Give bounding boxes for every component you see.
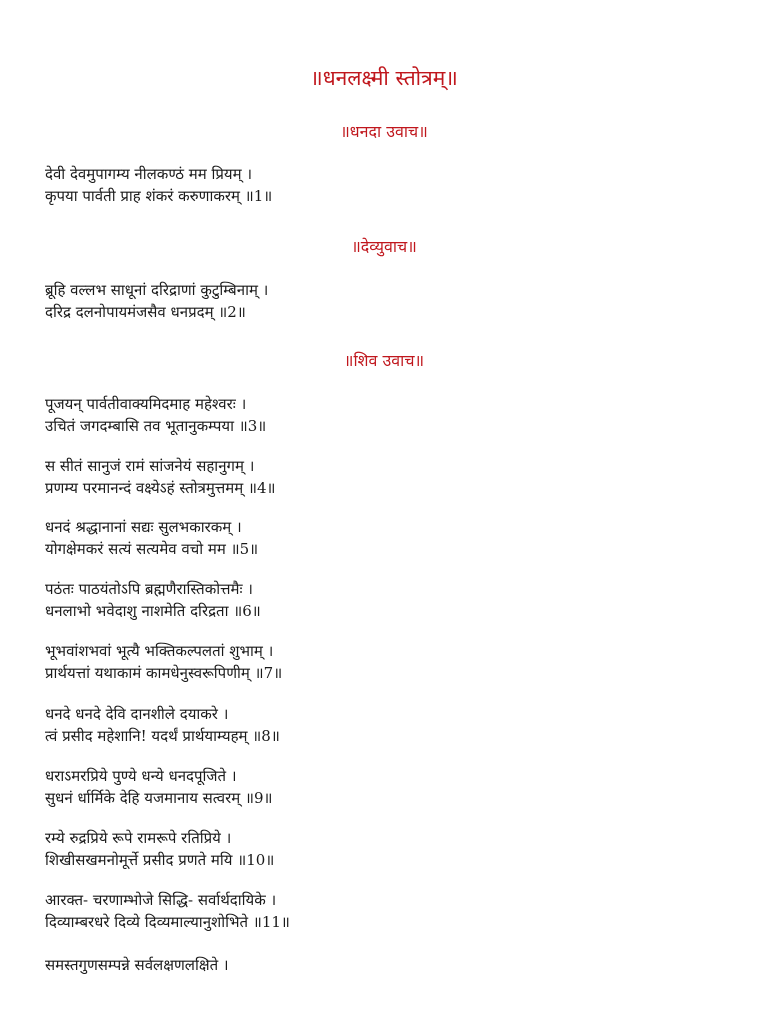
verse-line: शिखीसखमनोमूर्त्ते प्रसीद प्रणते मयि ॥10॥ (45, 851, 275, 869)
verse-line: सुधनं र्धार्मिके देहि यजमानाय सत्वरम् ॥9॥ (45, 789, 273, 807)
verse-line: भूभवांशभवां भूत्यै भक्तिकल्पलतां शुभाम् । (45, 642, 274, 660)
verse-line: धराऽमरप्रिये पुण्ये धन्ये धनदपूजिते । (45, 767, 237, 785)
section-heading-devi: ॥देव्युवाच॥ (351, 237, 417, 256)
section-heading-shiva: ॥शिव उवाच॥ (343, 351, 425, 370)
verse-5 (45, 516, 745, 560)
verse-line: पूजयन् पार्वतीवाक्यमिदमाह महेश्वरः । (45, 395, 247, 413)
verse-line: धनदे धनदे देवि दानशीले दयाकरे । (45, 705, 229, 723)
verse-12-partial (45, 954, 745, 976)
verse-11 (45, 889, 745, 933)
verse-line: पठंतः पाठयंतोऽपि ब्रह्मणैरास्तिकोत्तमैः । (45, 580, 253, 598)
verse-line: देवी देवमुपागम्य नीलकण्ठं मम प्रियम् । (45, 165, 253, 183)
verse-line: धनदं श्रद्धानानां सद्यः सुलभकारकम् । (45, 518, 242, 536)
page-title: ॥धनलक्ष्मी स्तोत्रम्॥ (310, 66, 458, 90)
verse-3 (45, 393, 745, 437)
verse-line: दरिद्र दलनोपायमंजसैव धनप्रदम् ॥2॥ (45, 303, 246, 321)
verse-line: ब्रूहि वल्लभ साधूनां दरिद्राणां कुटुम्बिनाम् । (45, 281, 269, 299)
verse-line: कृपया पार्वती प्राह शंकरं करुणाकरम् ॥1॥ (45, 187, 273, 205)
verse-2 (45, 279, 745, 323)
verse-7 (45, 640, 745, 684)
verse-line: धनलाभो भवेदाशु नाशमेति दरिद्रता ॥6॥ (45, 602, 261, 620)
verse-8 (45, 703, 745, 747)
verse-line: रम्ये रुद्रप्रिये रूपे रामरूपे रतिप्रिये । (45, 829, 232, 847)
verse-line: प्रणम्य परमानन्दं वक्ष्येऽहं स्तोत्रमुत्तमम् ॥4॥ (45, 479, 276, 497)
verse-line: उचितं जगदम्बासि तव भूतानुकम्पया ॥3॥ (45, 417, 267, 435)
verse-line: आरक्त- चरणाम्भोजे सिद्धि- सर्वार्थदायिके । (45, 891, 277, 909)
verse-line: प्रार्थयत्तां यथाकामं कामधेनुस्वरूपिणीम् ॥7॥ (45, 664, 283, 682)
verse-6 (45, 578, 745, 622)
verse-9 (45, 765, 745, 809)
verse-line: दिव्याम्बरधरे दिव्ये दिव्यमाल्यानुशोभिते ॥11॥ (45, 913, 290, 931)
verse-1 (45, 163, 745, 207)
verse-4 (45, 455, 745, 499)
verse-line: योगक्षेमकरं सत्यं सत्यमेव वचो मम ॥5॥ (45, 540, 259, 558)
verse-line: स सीतं सानुजं रामं सांजनेयं सहानुगम् । (45, 457, 255, 475)
section-heading-dhanada: ॥धनदा उवाच॥ (340, 122, 428, 141)
verse-10 (45, 827, 745, 871)
verse-line: समस्तगुणसम्पन्ने सर्वलक्षणलक्षिते । (45, 956, 229, 974)
verse-line: त्वं प्रसीद महेशानि! यदर्थं प्रार्थयाम्यहम् ॥8॥ (45, 727, 280, 745)
